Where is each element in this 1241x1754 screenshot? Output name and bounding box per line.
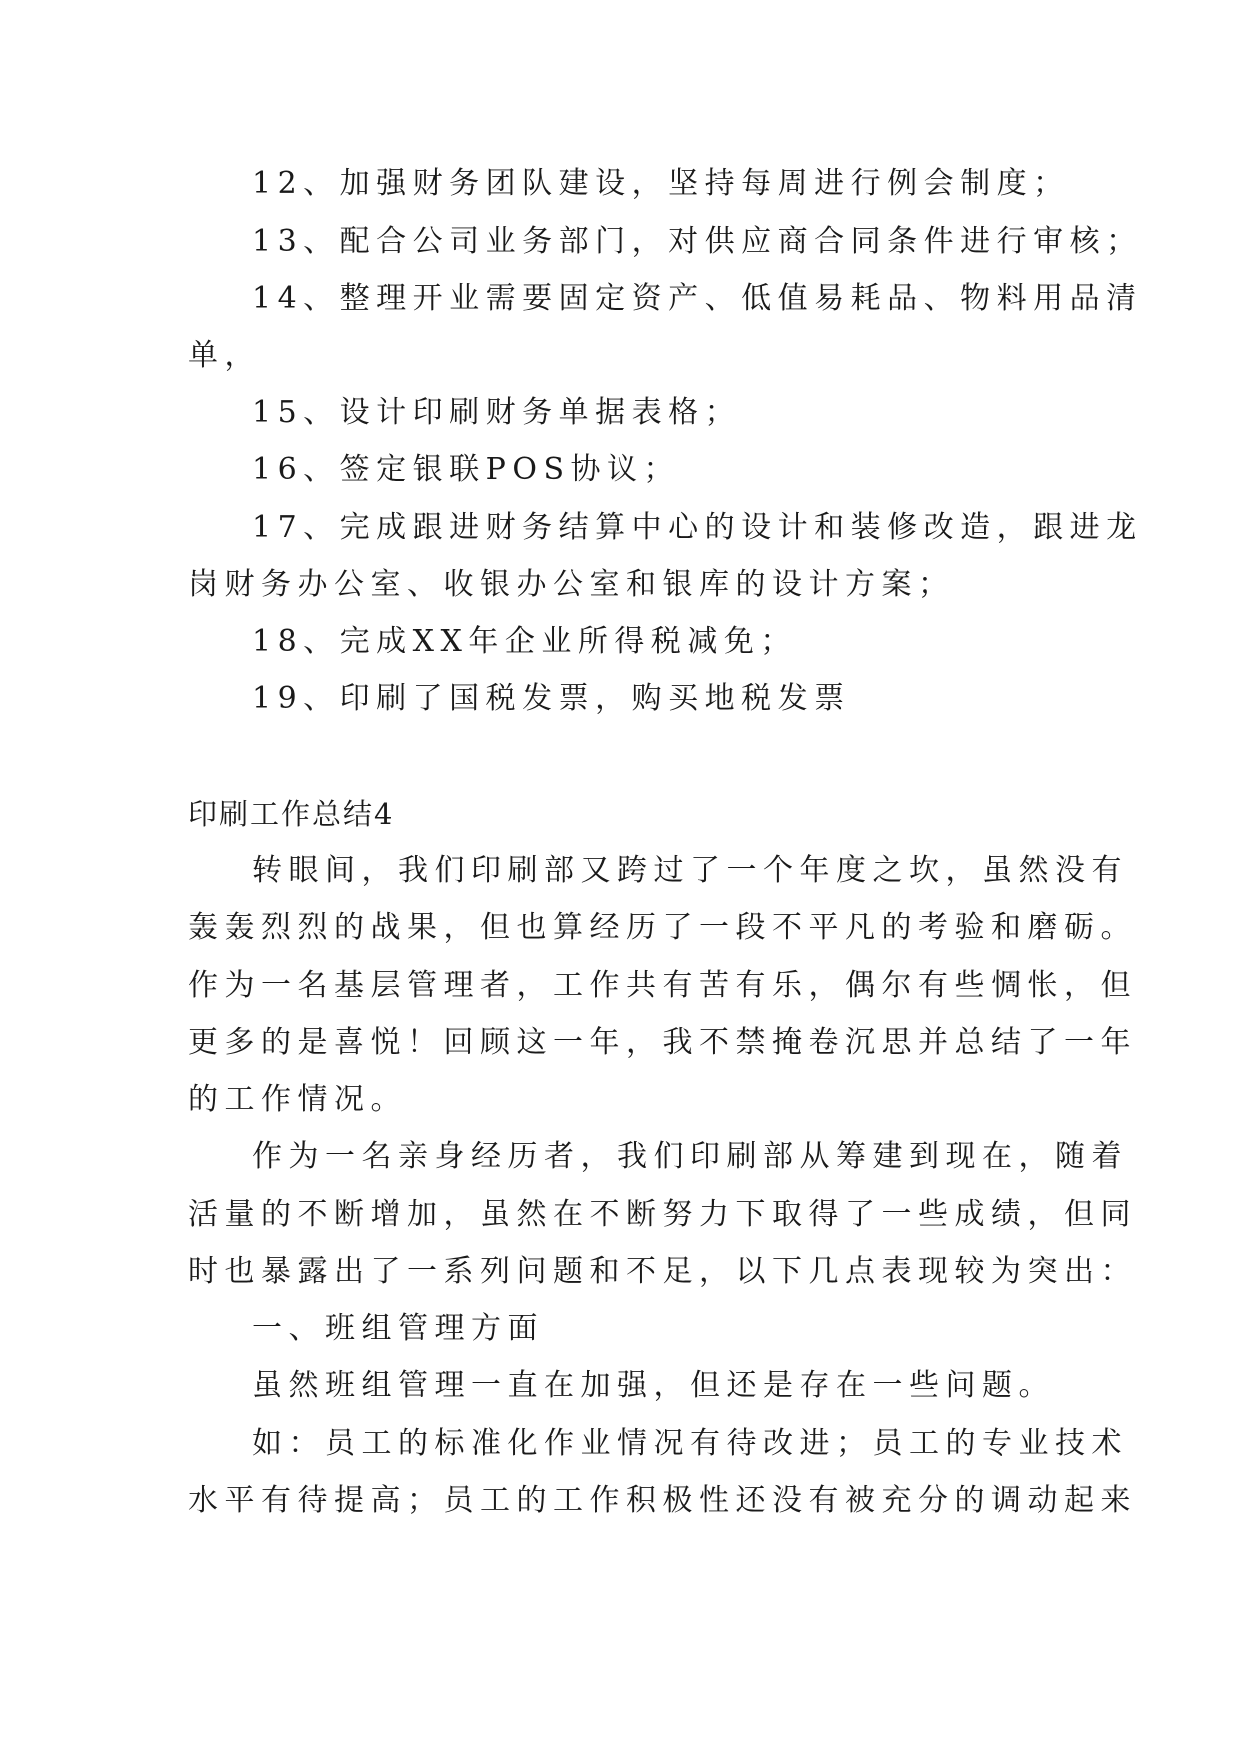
paragraph-2-line-2: 活量的不断增加，虽然在不断努力下取得了一些成绩，但同 bbox=[188, 1197, 1137, 1232]
list-item-17-continued: 岗财务办公室、收银办公室和银库的设计方案； bbox=[188, 567, 955, 602]
paragraph-1-line-1: 转眼间，我们印刷部又跨过了一个年度之坎，虽然没有 bbox=[252, 853, 1128, 888]
subheading-team-management: 一、班组管理方面 bbox=[252, 1311, 544, 1346]
paragraph-1-line-3: 作为一名基层管理者，工作共有苦有乐，偶尔有些惆怅，但 bbox=[188, 968, 1137, 1003]
list-item-14: 14、整理开业需要固定资产、低值易耗品、物料用品清 bbox=[252, 281, 1143, 316]
paragraph-2-line-1: 作为一名亲身经历者，我们印刷部从筹建到现在，随着 bbox=[252, 1139, 1128, 1174]
list-item-13: 13、配合公司业务部门，对供应商合同条件进行审核； bbox=[252, 224, 1143, 259]
paragraph-1-line-4: 更多的是喜悦！回顾这一年，我不禁掩卷沉思并总结了一年 bbox=[188, 1025, 1137, 1060]
list-item-16: 16、签定银联POS协议； bbox=[252, 452, 681, 487]
paragraph-2-line-3: 时也暴露出了一系列问题和不足，以下几点表现较为突出： bbox=[188, 1254, 1137, 1289]
paragraph-3: 虽然班组管理一直在加强，但还是存在一些问题。 bbox=[252, 1368, 1055, 1403]
paragraph-1-line-2: 轰轰烈烈的战果，但也算经历了一段不平凡的考验和磨砺。 bbox=[188, 910, 1137, 945]
list-item-15: 15、设计印刷财务单据表格； bbox=[252, 395, 742, 430]
list-item-17: 17、完成跟进财务结算中心的设计和装修改造，跟进龙 bbox=[252, 510, 1143, 545]
paragraph-1-line-5: 的工作情况。 bbox=[188, 1082, 407, 1117]
list-item-12: 12、加强财务团队建设，坚持每周进行例会制度； bbox=[252, 166, 1070, 201]
list-item-18: 18、完成XX年企业所得税减免； bbox=[252, 624, 797, 659]
list-item-19: 19、印刷了国税发票，购买地税发票 bbox=[252, 681, 851, 716]
paragraph-4-line-2: 水平有待提高；员工的工作积极性还没有被充分的调动起来 bbox=[188, 1483, 1137, 1518]
section-title: 印刷工作总结4 bbox=[188, 797, 395, 831]
list-item-14-continued: 单， bbox=[188, 338, 261, 373]
paragraph-4-line-1: 如：员工的标准化作业情况有待改进；员工的专业技术 bbox=[252, 1426, 1128, 1461]
